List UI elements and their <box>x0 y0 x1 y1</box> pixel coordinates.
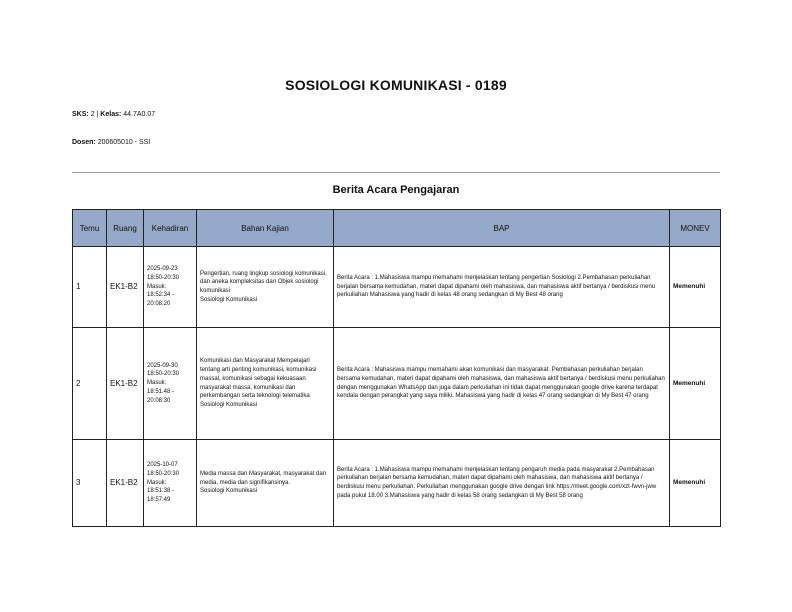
table-header-row <box>73 210 721 247</box>
kehadiran-masuk-label: Masuk: <box>147 283 167 290</box>
ruang-cell: EK1-B2 <box>107 328 144 440</box>
temu-cell: 3 <box>73 440 107 527</box>
kehadiran-cell <box>144 440 197 527</box>
ruang-cell: EK1-B2 <box>107 247 144 328</box>
table-row <box>73 440 721 527</box>
header-temu: Temu <box>73 210 107 247</box>
kehadiran-masuk-label: Masuk: <box>147 479 167 486</box>
header-bap: BAP <box>334 210 670 247</box>
monev-cell: Memenuhi <box>670 440 721 527</box>
lecturer-info <box>72 139 150 146</box>
dosen-label: Dosen: <box>72 139 96 146</box>
kehadiran-cell <box>144 247 197 328</box>
bahan-kajian-cell <box>197 247 334 328</box>
kehadiran-date: 2025-09-23 <box>147 266 178 273</box>
header-monev: MONEV <box>670 210 721 247</box>
bahan-kajian-cell <box>197 328 334 440</box>
bap-cell: Berita Acara : 1.Mahasiswa mampu memahami menjelaskan tentang pengertian Sosiologi 2.Pembahasan perkuliahan berjalan bersama kemudahan, materi dapat dipahami oleh mahasiswa, dan mahasiswa aktif bertanya / berdiskusi menu perkuliahan Mahasiswa yang hadir di kelas 48 orang sedangkan di My Best 48 orang <box>334 247 670 328</box>
table-row <box>73 247 721 328</box>
header-bahan-kajian: Bahan Kajian <box>197 210 334 247</box>
kehadiran-cell <box>144 328 197 440</box>
bahan-kajian-ref: Sosiologi Komunikasi <box>200 488 258 495</box>
kehadiran-in: 18:51:48 - <box>147 388 175 395</box>
bahan-kajian-ref: Sosiologi Komunikasi <box>200 296 258 303</box>
kelas-value: 44.7A0.07 <box>123 111 156 118</box>
header-ruang: Ruang <box>107 210 144 247</box>
section-title: Berita Acara Pengajaran <box>332 184 460 196</box>
bahan-kajian-text: Media massa dan Masyarakat, masyarakat dan media, media dan signifikansinya. <box>200 470 327 486</box>
kehadiran-in: 18:52:34 - <box>147 292 175 299</box>
bap-table <box>72 209 721 527</box>
kehadiran-in: 18:51:38 - <box>147 488 175 495</box>
kehadiran-date: 2025-09-30 <box>147 362 178 369</box>
sks-value: 2 | <box>90 111 99 118</box>
bap-cell: Berita Acara : Mahasiswa mampu memahami akan komunikasi dan masyarakat. Pembahasan perkuliahan berjalan bersama kemudahan, materi dapat dipahami oleh mahasiswa, dan mahasiswa aktif bertanya / berdiskusi menu perkuliahan dengan menggunakan WhatsApp dan juga dalam perkuliahan ini tidak dapat menggunakan google drive karena terdapat kendala dengan perangkat yang saya miliki. Mahasiswa yang hadir di kelas 47 orang sedangkan di My Best 47 orang <box>334 328 670 440</box>
kehadiran-out: 20:08:30 <box>147 397 171 404</box>
bahan-kajian-text: Komunikasi dan Masyarakat Mempelajari tentang arti penting komunikasi, komunikasi massal, komunikasi sebagai kekuasaan masyarakat massa, komunikasi dan perkembangan serta teknologi telematika <box>200 358 317 400</box>
ruang-cell: EK1-B2 <box>107 440 144 527</box>
kehadiran-masuk-label: Masuk: <box>147 380 167 387</box>
kehadiran-out: 18:57:49 <box>147 497 171 504</box>
divider <box>72 172 720 173</box>
kelas-label: Kelas: <box>100 111 122 118</box>
temu-cell: 1 <box>73 247 107 328</box>
bahan-kajian-cell <box>197 440 334 527</box>
kehadiran-time: 18:50-20:30 <box>147 274 180 281</box>
header-kehadiran: Kehadiran <box>144 210 197 247</box>
document-title: SOSIOLOGI KOMUNIKASI - 0189 <box>285 77 507 93</box>
bap-cell: Berita Acara : 1.Mahasiswa mampu memahami menjelaskan tentang pengaruh media pada masyarakat 2.Pembahasan perkuliahan berjalan bersama kemudahan, materi dapat dipahami oleh mahasiswa, dan mahasiswa aktif bertanya / berdiskusi menu perkuliahan. Perkuliahan menggunakan google drive dengan link https://meet.google.com/xzt-fwvn-jww pada pukul 18.00 3.Mahasiswa yang hadir di kelas 58 orang sedangkan di My Best 58 orang <box>334 440 670 527</box>
kehadiran-time: 18:50-20:30 <box>147 470 180 477</box>
course-info <box>72 111 155 118</box>
kehadiran-date: 2025-10-07 <box>147 462 178 469</box>
sks-label: SKS: <box>72 111 89 118</box>
table-row <box>73 328 721 440</box>
bahan-kajian-text: Pengertian, ruang lingkup sosiologi komunikasi, dan aneka kompleksitas dari Objek sosiologi komunikasi <box>200 270 327 294</box>
monev-cell: Memenuhi <box>670 247 721 328</box>
kehadiran-time: 18:50-20:30 <box>147 371 180 378</box>
monev-cell: Memenuhi <box>670 328 721 440</box>
temu-cell: 2 <box>73 328 107 440</box>
bahan-kajian-ref: Sosiologi Komunikasi <box>200 401 258 408</box>
dosen-value: 200605010 - SSI <box>97 139 151 146</box>
kehadiran-out: 20:08:20 <box>147 301 171 308</box>
